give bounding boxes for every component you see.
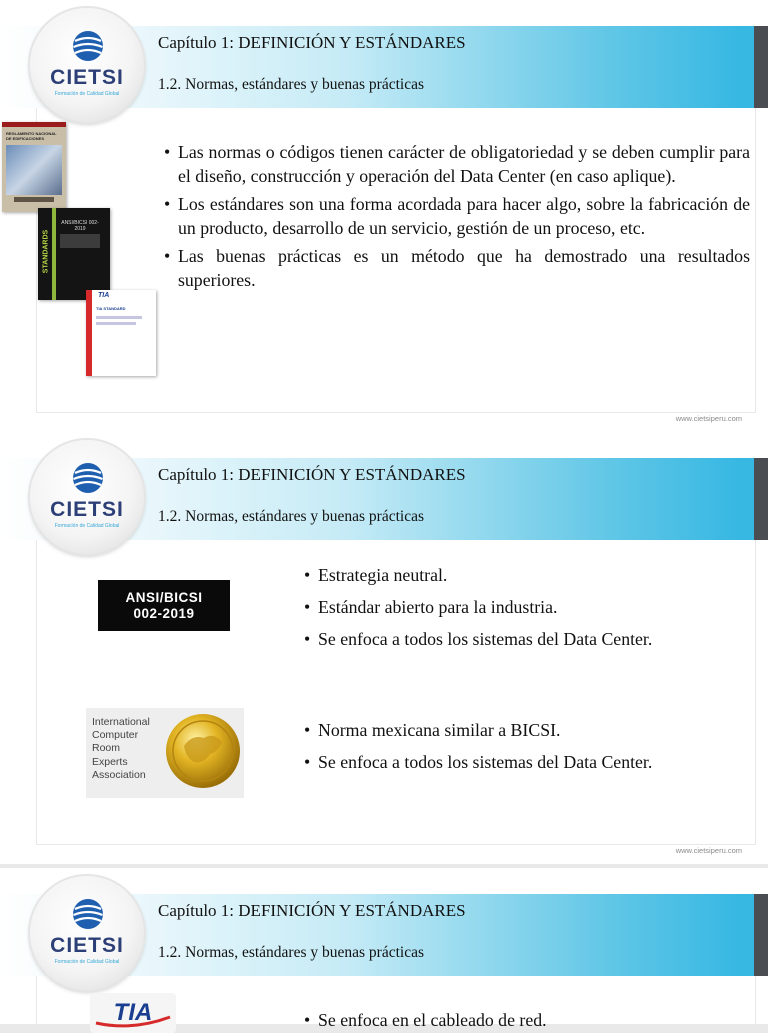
icrea-line: Room: [92, 742, 121, 755]
ansi-bicsi-logo: [98, 580, 230, 631]
icrea-line: International: [92, 716, 150, 728]
tia-bullet-list: [304, 1008, 744, 1032]
ansi-bicsi-book-cover: [38, 208, 110, 300]
cietsi-logo: [30, 440, 144, 554]
bullet-item: • Se enfoca a todos los sistemas del Data Center.: [304, 627, 744, 651]
globe-icon: [72, 898, 104, 930]
chapter-title: Capítulo 1: DEFINICIÓN Y ESTÁNDARES: [158, 901, 466, 920]
header-dark-edge: [754, 894, 768, 976]
gold-seal-icon: [164, 712, 242, 790]
logo-wordmark: CIETSI: [50, 498, 124, 521]
logo-wordmark: CIETSI: [50, 66, 124, 89]
bullet-item: • Los estándares son una forma acordada para hacer algo, sobre la fabricación de un producto, desarrollo de un servicio, gestión de un proceso, etc.: [164, 192, 750, 240]
book-title: TIA STANDARD: [96, 306, 126, 311]
logo-tagline: Formación de Calidad Global: [54, 959, 120, 965]
logo-tagline: Formación de Calidad Global: [54, 523, 120, 529]
bullet-item: • Se enfoca en el cableado de red.: [304, 1008, 744, 1032]
icrea-line: Computer: [92, 729, 139, 742]
book-spine-label: STANDARDS: [42, 229, 50, 274]
globe-icon: [72, 30, 104, 62]
footer-url: www.cietsiperu.com: [675, 846, 742, 855]
icrea-wordmark: [92, 716, 150, 782]
icrea-bullet-list: [304, 718, 744, 782]
footer-url: www.cietsiperu.com: [675, 414, 742, 423]
tia-logo: [90, 993, 176, 1033]
globe-icon: [72, 462, 104, 494]
reglamento-book-cover: [2, 122, 66, 212]
bullet-list: [164, 140, 750, 296]
book-title: ANSI/BICSI 002-2019: [61, 220, 99, 232]
slide-1: [0, 0, 768, 432]
bullet-item: • Las buenas prácticas es un método que ha demostrado una resultados superiores.: [164, 244, 750, 292]
bullet-item: • Estándar abierto para la industria.: [304, 595, 744, 619]
section-title: 1.2. Normas, estándares y buenas prácticas: [158, 76, 424, 93]
icrea-line: Association: [92, 768, 146, 781]
bicsi-bullet-list: [304, 563, 744, 659]
bullet-item: • Las normas o códigos tienen carácter de obligatoriedad y se deben cumplir para el diseño, construcción y operación del Data Center (en caso aplique).: [164, 140, 750, 188]
icrea-logo: [86, 708, 244, 798]
tia-standard-cover: [86, 290, 156, 376]
bullet-item: • Estrategia neutral.: [304, 563, 744, 587]
tia-wordmark: TIA: [113, 999, 153, 1026]
bullet-item: • Norma mexicana similar a BICSI.: [304, 718, 744, 742]
header-dark-edge: [754, 26, 768, 108]
chapter-title: Capítulo 1: DEFINICIÓN Y ESTÁNDARES: [158, 33, 466, 52]
section-title: 1.2. Normas, estándares y buenas prácticas: [158, 508, 424, 525]
tia-brand: TIA: [98, 292, 110, 299]
section-title: 1.2. Normas, estándares y buenas prácticas: [158, 944, 424, 961]
header-dark-edge: [754, 458, 768, 540]
logo-wordmark: CIETSI: [50, 934, 124, 957]
ansi-line-2: 002-2019: [133, 606, 195, 621]
chapter-title: Capítulo 1: DEFINICIÓN Y ESTÁNDARES: [158, 465, 466, 484]
cietsi-logo: [30, 876, 144, 990]
book-title: REGLAMENTO NACIONAL DE EDIFICACIONES: [6, 131, 57, 141]
logo-tagline: Formación de Calidad Global: [54, 91, 120, 97]
bullet-item: • Se enfoca a todos los sistemas del Data Center.: [304, 750, 744, 774]
ansi-line-1: ANSI/BICSI: [125, 590, 203, 605]
cietsi-logo: [30, 8, 144, 122]
icrea-line: Experts: [92, 755, 128, 768]
